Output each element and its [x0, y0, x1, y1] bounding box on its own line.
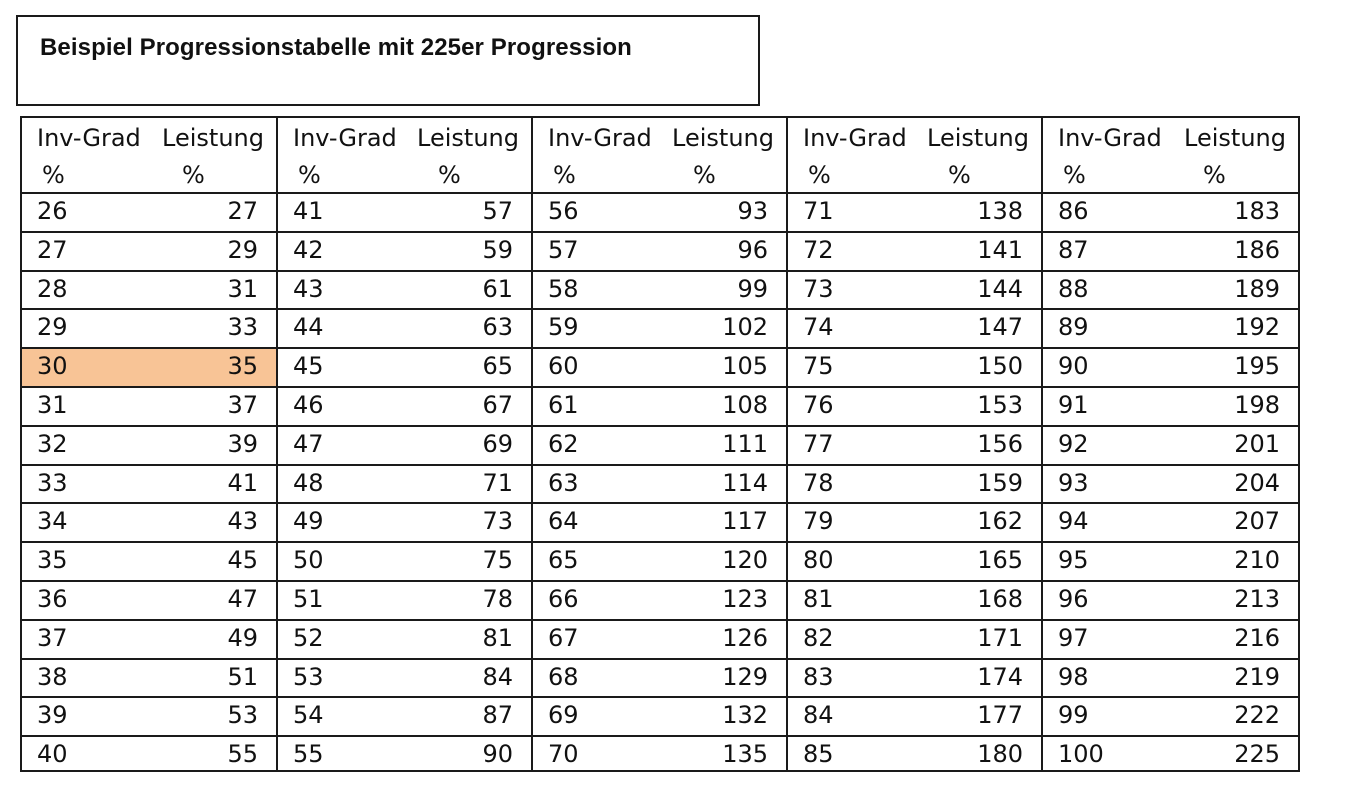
leistung-cell: 67 [482, 390, 513, 419]
table-row [1043, 349, 1298, 388]
table-header [1043, 118, 1298, 194]
inv-grad-cell: 53 [293, 662, 324, 691]
leistung-cell: 65 [482, 352, 513, 381]
inv-grad-cell: 38 [37, 662, 68, 691]
inv-grad-cell: 65 [548, 546, 579, 575]
header-inv-grad: Inv-Grad [548, 124, 652, 152]
title-box [16, 15, 760, 106]
leistung-cell: 37 [227, 390, 258, 419]
leistung-cell: 123 [722, 584, 768, 613]
header-leistung: Leistung [162, 124, 264, 152]
leistung-cell: 51 [227, 662, 258, 691]
table-row [278, 466, 531, 505]
table-row [278, 504, 531, 543]
table-row [788, 194, 1041, 233]
page-title: Beispiel Progressionstabelle mit 225er Progression [40, 34, 632, 61]
inv-grad-cell: 36 [37, 584, 68, 613]
table-row [788, 466, 1041, 505]
table-row [1043, 466, 1298, 505]
leistung-cell: 171 [977, 623, 1023, 652]
header-inv-grad: Inv-Grad [1058, 124, 1162, 152]
table-row [788, 543, 1041, 582]
table-row [1043, 388, 1298, 427]
leistung-cell: 213 [1234, 584, 1280, 613]
inv-grad-cell: 27 [37, 235, 68, 264]
inv-grad-cell: 32 [37, 429, 68, 458]
inv-grad-cell: 100 [1058, 740, 1104, 769]
inv-grad-cell: 89 [1058, 313, 1089, 342]
header-unit-leistung: % [693, 161, 716, 189]
leistung-cell: 162 [977, 507, 1023, 536]
leistung-cell: 192 [1234, 313, 1280, 342]
leistung-cell: 165 [977, 546, 1023, 575]
table-row [1043, 194, 1298, 233]
progression-table [20, 116, 1300, 772]
inv-grad-cell: 91 [1058, 390, 1089, 419]
leistung-cell: 159 [977, 468, 1023, 497]
table-row [22, 543, 276, 582]
inv-grad-cell: 46 [293, 390, 324, 419]
inv-grad-cell: 87 [1058, 235, 1089, 264]
header-leistung: Leistung [672, 124, 774, 152]
inv-grad-cell: 64 [548, 507, 579, 536]
table-row [533, 660, 786, 699]
table-row [278, 388, 531, 427]
leistung-cell: 41 [227, 468, 258, 497]
inv-grad-cell: 82 [803, 623, 834, 652]
table-row [788, 660, 1041, 699]
leistung-cell: 111 [722, 429, 768, 458]
table-column-group [278, 118, 533, 770]
leistung-cell: 35 [227, 352, 258, 381]
inv-grad-cell: 58 [548, 274, 579, 303]
inv-grad-cell: 29 [37, 313, 68, 342]
leistung-cell: 216 [1234, 623, 1280, 652]
inv-grad-cell: 94 [1058, 507, 1089, 536]
inv-grad-cell: 37 [37, 623, 68, 652]
header-leistung: Leistung [417, 124, 519, 152]
table-column-group [788, 118, 1043, 770]
table-row [278, 737, 531, 776]
table-row [22, 272, 276, 311]
leistung-cell: 126 [722, 623, 768, 652]
inv-grad-cell: 31 [37, 390, 68, 419]
leistung-cell: 29 [227, 235, 258, 264]
inv-grad-cell: 52 [293, 623, 324, 652]
table-row [278, 427, 531, 466]
table-row [278, 233, 531, 272]
inv-grad-cell: 99 [1058, 701, 1089, 730]
leistung-cell: 150 [977, 352, 1023, 381]
table-row [788, 272, 1041, 311]
header-unit-leistung: % [182, 161, 205, 189]
leistung-cell: 102 [722, 313, 768, 342]
inv-grad-cell: 28 [37, 274, 68, 303]
inv-grad-cell: 70 [548, 740, 579, 769]
table-row-highlighted [22, 349, 276, 388]
inv-grad-cell: 34 [37, 507, 68, 536]
inv-grad-cell: 98 [1058, 662, 1089, 691]
table-row [1043, 660, 1298, 699]
leistung-cell: 87 [482, 701, 513, 730]
table-row [22, 233, 276, 272]
table-row [22, 621, 276, 660]
inv-grad-cell: 72 [803, 235, 834, 264]
table-row [788, 310, 1041, 349]
inv-grad-cell: 95 [1058, 546, 1089, 575]
inv-grad-cell: 84 [803, 701, 834, 730]
table-row [1043, 233, 1298, 272]
leistung-cell: 49 [227, 623, 258, 652]
inv-grad-cell: 30 [37, 352, 68, 381]
table-row [22, 660, 276, 699]
table-column-group [22, 118, 278, 770]
leistung-cell: 156 [977, 429, 1023, 458]
leistung-cell: 81 [482, 623, 513, 652]
table-row [22, 388, 276, 427]
table-header [278, 118, 531, 194]
table-row [533, 698, 786, 737]
table-row [533, 194, 786, 233]
leistung-cell: 198 [1234, 390, 1280, 419]
leistung-cell: 84 [482, 662, 513, 691]
inv-grad-cell: 85 [803, 740, 834, 769]
table-row [788, 427, 1041, 466]
leistung-cell: 201 [1234, 429, 1280, 458]
leistung-cell: 117 [722, 507, 768, 536]
leistung-cell: 90 [482, 740, 513, 769]
inv-grad-cell: 62 [548, 429, 579, 458]
inv-grad-cell: 35 [37, 546, 68, 575]
table-row [1043, 427, 1298, 466]
inv-grad-cell: 51 [293, 584, 324, 613]
leistung-cell: 144 [977, 274, 1023, 303]
table-row [533, 582, 786, 621]
inv-grad-cell: 55 [293, 740, 324, 769]
inv-grad-cell: 57 [548, 235, 579, 264]
table-row [278, 543, 531, 582]
table-row [533, 233, 786, 272]
table-row [22, 427, 276, 466]
inv-grad-cell: 61 [548, 390, 579, 419]
leistung-cell: 174 [977, 662, 1023, 691]
leistung-cell: 78 [482, 584, 513, 613]
leistung-cell: 177 [977, 701, 1023, 730]
leistung-cell: 132 [722, 701, 768, 730]
leistung-cell: 207 [1234, 507, 1280, 536]
table-row [278, 582, 531, 621]
leistung-cell: 129 [722, 662, 768, 691]
table-row [1043, 310, 1298, 349]
header-unit-inv: % [553, 161, 576, 189]
leistung-cell: 69 [482, 429, 513, 458]
leistung-cell: 219 [1234, 662, 1280, 691]
leistung-cell: 183 [1234, 197, 1280, 225]
table-row [533, 543, 786, 582]
inv-grad-cell: 88 [1058, 274, 1089, 303]
leistung-cell: 141 [977, 235, 1023, 264]
inv-grad-cell: 93 [1058, 468, 1089, 497]
table-row [788, 349, 1041, 388]
table-row [533, 349, 786, 388]
table-row [278, 194, 531, 233]
table-row [533, 466, 786, 505]
table-row [1043, 737, 1298, 776]
leistung-cell: 189 [1234, 274, 1280, 303]
inv-grad-cell: 69 [548, 701, 579, 730]
inv-grad-cell: 56 [548, 197, 579, 225]
inv-grad-cell: 39 [37, 701, 68, 730]
inv-grad-cell: 66 [548, 584, 579, 613]
inv-grad-cell: 79 [803, 507, 834, 536]
table-row [533, 272, 786, 311]
inv-grad-cell: 59 [548, 313, 579, 342]
table-row [1043, 543, 1298, 582]
inv-grad-cell: 60 [548, 352, 579, 381]
inv-grad-cell: 33 [37, 468, 68, 497]
leistung-cell: 99 [737, 274, 768, 303]
inv-grad-cell: 71 [803, 197, 834, 225]
leistung-cell: 43 [227, 507, 258, 536]
inv-grad-cell: 92 [1058, 429, 1089, 458]
table-row [22, 310, 276, 349]
inv-grad-cell: 26 [37, 197, 68, 225]
leistung-cell: 147 [977, 313, 1023, 342]
table-row [22, 194, 276, 233]
header-unit-leistung: % [1203, 161, 1226, 189]
table-column-group [1043, 118, 1298, 770]
inv-grad-cell: 96 [1058, 584, 1089, 613]
table-header [533, 118, 786, 194]
inv-grad-cell: 41 [293, 197, 324, 225]
inv-grad-cell: 40 [37, 740, 68, 769]
inv-grad-cell: 43 [293, 274, 324, 303]
table-row [533, 310, 786, 349]
inv-grad-cell: 86 [1058, 197, 1089, 225]
inv-grad-cell: 67 [548, 623, 579, 652]
inv-grad-cell: 78 [803, 468, 834, 497]
table-row [22, 737, 276, 776]
table-row [788, 504, 1041, 543]
leistung-cell: 120 [722, 546, 768, 575]
leistung-cell: 31 [227, 274, 258, 303]
inv-grad-cell: 49 [293, 507, 324, 536]
inv-grad-cell: 74 [803, 313, 834, 342]
leistung-cell: 93 [737, 197, 768, 225]
table-row [278, 310, 531, 349]
leistung-cell: 105 [722, 352, 768, 381]
inv-grad-cell: 42 [293, 235, 324, 264]
inv-grad-cell: 81 [803, 584, 834, 613]
inv-grad-cell: 47 [293, 429, 324, 458]
inv-grad-cell: 44 [293, 313, 324, 342]
leistung-cell: 39 [227, 429, 258, 458]
table-row [533, 427, 786, 466]
table-row [278, 621, 531, 660]
inv-grad-cell: 97 [1058, 623, 1089, 652]
table-row [22, 582, 276, 621]
table-row [1043, 504, 1298, 543]
inv-grad-cell: 63 [548, 468, 579, 497]
table-row [22, 504, 276, 543]
leistung-cell: 45 [227, 546, 258, 575]
header-unit-inv: % [42, 161, 65, 189]
inv-grad-cell: 90 [1058, 352, 1089, 381]
leistung-cell: 168 [977, 584, 1023, 613]
inv-grad-cell: 83 [803, 662, 834, 691]
table-row [533, 504, 786, 543]
leistung-cell: 63 [482, 313, 513, 342]
leistung-cell: 57 [482, 197, 513, 225]
leistung-cell: 114 [722, 468, 768, 497]
leistung-cell: 73 [482, 507, 513, 536]
table-row [533, 621, 786, 660]
table-row [22, 466, 276, 505]
header-unit-leistung: % [438, 161, 461, 189]
table-row [278, 349, 531, 388]
table-row [1043, 698, 1298, 737]
leistung-cell: 33 [227, 313, 258, 342]
leistung-cell: 180 [977, 740, 1023, 769]
leistung-cell: 47 [227, 584, 258, 613]
inv-grad-cell: 77 [803, 429, 834, 458]
table-row [788, 621, 1041, 660]
inv-grad-cell: 48 [293, 468, 324, 497]
inv-grad-cell: 45 [293, 352, 324, 381]
leistung-cell: 71 [482, 468, 513, 497]
header-inv-grad: Inv-Grad [37, 124, 141, 152]
header-unit-leistung: % [948, 161, 971, 189]
table-row [1043, 621, 1298, 660]
table-column-group [533, 118, 788, 770]
table-row [788, 582, 1041, 621]
table-row [278, 660, 531, 699]
leistung-cell: 138 [977, 197, 1023, 225]
leistung-cell: 75 [482, 546, 513, 575]
table-row [788, 737, 1041, 776]
table-row [788, 233, 1041, 272]
leistung-cell: 153 [977, 390, 1023, 419]
table-row [278, 272, 531, 311]
inv-grad-cell: 73 [803, 274, 834, 303]
header-unit-inv: % [1063, 161, 1086, 189]
inv-grad-cell: 75 [803, 352, 834, 381]
leistung-cell: 135 [722, 740, 768, 769]
leistung-cell: 204 [1234, 468, 1280, 497]
header-inv-grad: Inv-Grad [803, 124, 907, 152]
leistung-cell: 186 [1234, 235, 1280, 264]
inv-grad-cell: 68 [548, 662, 579, 691]
table-header [22, 118, 276, 194]
header-unit-inv: % [808, 161, 831, 189]
leistung-cell: 27 [227, 197, 258, 225]
leistung-cell: 61 [482, 274, 513, 303]
leistung-cell: 53 [227, 701, 258, 730]
header-leistung: Leistung [1184, 124, 1286, 152]
inv-grad-cell: 50 [293, 546, 324, 575]
table-row [533, 737, 786, 776]
leistung-cell: 222 [1234, 701, 1280, 730]
leistung-cell: 225 [1234, 740, 1280, 769]
inv-grad-cell: 76 [803, 390, 834, 419]
leistung-cell: 59 [482, 235, 513, 264]
leistung-cell: 210 [1234, 546, 1280, 575]
table-row [788, 698, 1041, 737]
leistung-cell: 96 [737, 235, 768, 264]
inv-grad-cell: 54 [293, 701, 324, 730]
leistung-cell: 108 [722, 390, 768, 419]
table-row [788, 388, 1041, 427]
header-leistung: Leistung [927, 124, 1029, 152]
header-unit-inv: % [298, 161, 321, 189]
leistung-cell: 195 [1234, 352, 1280, 381]
table-header [788, 118, 1041, 194]
leistung-cell: 55 [227, 740, 258, 769]
header-inv-grad: Inv-Grad [293, 124, 397, 152]
table-row [533, 388, 786, 427]
table-row [1043, 272, 1298, 311]
table-row [1043, 582, 1298, 621]
table-row [278, 698, 531, 737]
table-row [22, 698, 276, 737]
inv-grad-cell: 80 [803, 546, 834, 575]
